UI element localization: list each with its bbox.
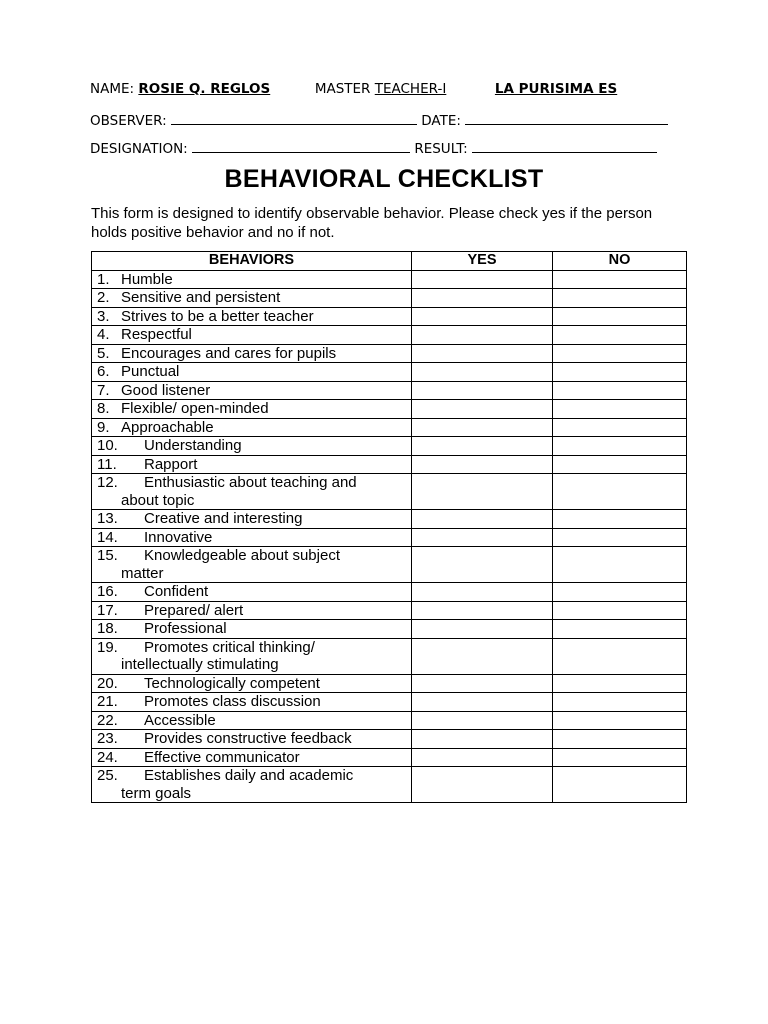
yes-checkbox-cell[interactable] <box>412 437 553 456</box>
no-checkbox-cell[interactable] <box>553 693 687 712</box>
behavior-cell <box>92 363 412 382</box>
behavior-number: 12. <box>97 474 118 491</box>
no-checkbox-cell[interactable] <box>553 289 687 308</box>
behavior-number: 2. <box>97 289 110 306</box>
yes-checkbox-cell[interactable] <box>412 326 553 345</box>
date-field[interactable] <box>465 111 668 125</box>
behavior-text: Respectful <box>121 326 192 343</box>
name-line <box>90 81 617 97</box>
behavior-number: 7. <box>97 381 110 399</box>
behavior-text-continued: term goals <box>121 784 192 802</box>
no-checkbox-cell[interactable] <box>553 583 687 602</box>
no-checkbox-cell[interactable] <box>553 510 687 529</box>
behavior-text: Promotes critical thinking/ <box>144 638 315 656</box>
position-label: MASTER <box>314 81 371 97</box>
behavior-text: Sensitive and persistent <box>121 289 281 306</box>
table-row <box>92 547 687 583</box>
header-behaviors: BEHAVIORS <box>92 252 412 271</box>
behavior-cell <box>92 674 412 693</box>
behavior-number: 14. <box>97 528 118 546</box>
no-checkbox-cell[interactable] <box>553 620 687 639</box>
behavior-cell <box>92 400 412 419</box>
table-row <box>92 363 687 382</box>
header-yes: YES <box>412 252 553 271</box>
behavior-text: Creative and interesting <box>144 510 303 527</box>
yes-checkbox-cell[interactable] <box>412 674 553 693</box>
header-no: NO <box>553 252 687 271</box>
no-checkbox-cell[interactable] <box>553 547 687 583</box>
table-row <box>92 307 687 326</box>
observer-line <box>90 111 668 129</box>
behavior-cell <box>92 711 412 730</box>
behavior-number: 24. <box>97 748 118 766</box>
yes-checkbox-cell[interactable] <box>412 381 553 400</box>
behavior-number: 21. <box>97 693 118 710</box>
behavior-text: Flexible/ open-minded <box>121 400 269 417</box>
no-checkbox-cell[interactable] <box>553 455 687 474</box>
behavior-text: Provides constructive feedback <box>144 730 352 747</box>
observer-label: OBSERVER: <box>90 113 167 129</box>
behavior-cell <box>92 326 412 345</box>
behavior-number: 13. <box>97 510 118 527</box>
no-checkbox-cell[interactable] <box>553 601 687 620</box>
behavior-cell <box>92 730 412 749</box>
behavior-cell <box>92 638 412 674</box>
behavior-number: 19. <box>97 638 118 656</box>
behavior-text: Understanding <box>144 437 242 454</box>
yes-checkbox-cell[interactable] <box>412 270 553 289</box>
behavior-text: Confident <box>144 583 209 600</box>
yes-checkbox-cell[interactable] <box>412 693 553 712</box>
table-row <box>92 528 687 547</box>
behavior-number: 18. <box>97 620 118 637</box>
behavior-text: Approachable <box>121 418 214 436</box>
intro-text: This form is designed to identify observable behavior. Please check yes if the person holds positive behavior and no if not. <box>91 205 653 241</box>
table-row <box>92 326 687 345</box>
yes-checkbox-cell[interactable] <box>412 363 553 382</box>
yes-checkbox-cell[interactable] <box>412 748 553 767</box>
table-row <box>92 400 687 419</box>
behavior-cell <box>92 693 412 712</box>
no-checkbox-cell[interactable] <box>553 326 687 345</box>
behavior-cell <box>92 289 412 308</box>
table-row <box>92 767 687 803</box>
behavior-number: 17. <box>97 601 118 619</box>
behavior-text: Rapport <box>144 455 198 473</box>
behavior-cell <box>92 748 412 767</box>
no-checkbox-cell[interactable] <box>553 363 687 382</box>
behavior-cell <box>92 474 412 510</box>
behavior-text: Establishes daily and academic <box>144 767 354 784</box>
behavior-text: Accessible <box>144 711 216 729</box>
date-label: DATE: <box>421 113 461 129</box>
yes-checkbox-cell[interactable] <box>412 474 553 510</box>
behavior-text: Innovative <box>144 528 213 546</box>
designation-field[interactable] <box>192 139 410 153</box>
no-checkbox-cell[interactable] <box>553 270 687 289</box>
behavior-cell <box>92 547 412 583</box>
behavior-text: Promotes class discussion <box>144 693 321 710</box>
behavior-cell <box>92 528 412 547</box>
behavior-number: 22. <box>97 711 118 729</box>
result-label: RESULT: <box>414 141 468 157</box>
position-value: TEACHER-I <box>374 81 447 97</box>
no-checkbox-cell[interactable] <box>553 528 687 547</box>
behavior-cell <box>92 601 412 620</box>
behavior-text: Strives to be a better teacher <box>121 307 314 325</box>
behavior-table <box>91 251 687 803</box>
table-header-row <box>92 252 687 271</box>
table-row <box>92 638 687 674</box>
table-row <box>92 270 687 289</box>
yes-checkbox-cell[interactable] <box>412 528 553 547</box>
behavior-cell <box>92 437 412 456</box>
yes-checkbox-cell[interactable] <box>412 601 553 620</box>
no-checkbox-cell[interactable] <box>553 437 687 456</box>
behavior-number: 10. <box>97 437 118 454</box>
no-checkbox-cell[interactable] <box>553 400 687 419</box>
no-checkbox-cell[interactable] <box>553 474 687 510</box>
behavior-cell <box>92 344 412 363</box>
no-checkbox-cell[interactable] <box>553 711 687 730</box>
table-row <box>92 344 687 363</box>
behavior-cell <box>92 620 412 639</box>
behavior-cell <box>92 381 412 400</box>
school-name: LA PURISIMA ES <box>494 81 618 97</box>
behavior-cell <box>92 767 412 803</box>
behavior-number: 8. <box>97 400 110 417</box>
table-row <box>92 711 687 730</box>
behavior-cell <box>92 583 412 602</box>
table-row <box>92 474 687 510</box>
behavior-number: 6. <box>97 363 110 380</box>
behavior-number: 1. <box>97 270 110 288</box>
behavior-number: 20. <box>97 674 118 692</box>
yes-checkbox-cell[interactable] <box>412 583 553 602</box>
behavior-number: 15. <box>97 547 118 564</box>
behavior-text: Encourages and cares for pupils <box>121 344 337 362</box>
table-row <box>92 437 687 456</box>
table-row <box>92 730 687 749</box>
behavior-number: 23. <box>97 730 118 747</box>
behavior-cell <box>92 455 412 474</box>
table-row <box>92 748 687 767</box>
table-row <box>92 601 687 620</box>
yes-checkbox-cell[interactable] <box>412 711 553 730</box>
designation-label: DESIGNATION: <box>90 141 188 157</box>
behavior-text: Professional <box>144 620 227 637</box>
yes-checkbox-cell[interactable] <box>412 455 553 474</box>
behavior-text: Punctual <box>121 363 180 380</box>
behavior-text: Enthusiastic about teaching and <box>144 474 357 491</box>
page-title: BEHAVIORAL CHECKLIST <box>224 165 544 193</box>
yes-checkbox-cell[interactable] <box>412 547 553 583</box>
table-row <box>92 674 687 693</box>
table-row <box>92 620 687 639</box>
behavior-text: Technologically competent <box>144 674 320 692</box>
no-checkbox-cell[interactable] <box>553 307 687 326</box>
table-row <box>92 381 687 400</box>
behavior-number: 11. <box>97 455 117 473</box>
yes-checkbox-cell[interactable] <box>412 767 553 803</box>
behavior-text: Knowledgeable about subject <box>144 547 340 564</box>
behavior-text-continued: intellectually stimulating <box>121 656 279 673</box>
yes-checkbox-cell[interactable] <box>412 638 553 674</box>
behavior-number: 3. <box>97 307 110 325</box>
name-label: NAME: <box>90 81 135 97</box>
behavior-text-continued: about topic <box>121 491 195 509</box>
table-row <box>92 418 687 437</box>
behavior-number: 9. <box>97 418 110 436</box>
result-field[interactable] <box>472 139 657 153</box>
no-checkbox-cell[interactable] <box>553 638 687 674</box>
table-row <box>92 583 687 602</box>
yes-checkbox-cell[interactable] <box>412 620 553 639</box>
designation-line <box>90 139 657 157</box>
no-checkbox-cell[interactable] <box>553 674 687 693</box>
behavior-cell <box>92 418 412 437</box>
observer-field[interactable] <box>171 111 417 125</box>
behavior-cell <box>92 270 412 289</box>
yes-checkbox-cell[interactable] <box>412 289 553 308</box>
behavior-number: 4. <box>97 326 110 343</box>
behavior-cell <box>92 307 412 326</box>
no-checkbox-cell[interactable] <box>553 767 687 803</box>
table-row <box>92 510 687 529</box>
behavior-text-continued: matter <box>121 564 164 582</box>
yes-checkbox-cell[interactable] <box>412 344 553 363</box>
name-value: ROSIE Q. REGLOS <box>138 81 271 97</box>
no-checkbox-cell[interactable] <box>553 418 687 437</box>
no-checkbox-cell[interactable] <box>553 730 687 749</box>
behavior-number: 25. <box>97 767 118 784</box>
table-row <box>92 289 687 308</box>
behavior-text: Good listener <box>121 381 211 399</box>
yes-checkbox-cell[interactable] <box>412 730 553 749</box>
behavior-cell <box>92 510 412 529</box>
behavior-number: 5. <box>97 344 110 362</box>
yes-checkbox-cell[interactable] <box>412 307 553 326</box>
behavior-text: Humble <box>121 270 173 288</box>
table-row <box>92 455 687 474</box>
yes-checkbox-cell[interactable] <box>412 418 553 437</box>
table-row <box>92 693 687 712</box>
no-checkbox-cell[interactable] <box>553 381 687 400</box>
no-checkbox-cell[interactable] <box>553 748 687 767</box>
no-checkbox-cell[interactable] <box>553 344 687 363</box>
behavior-number: 16. <box>97 583 118 600</box>
behavior-text: Effective communicator <box>144 748 300 766</box>
yes-checkbox-cell[interactable] <box>412 510 553 529</box>
yes-checkbox-cell[interactable] <box>412 400 553 419</box>
behavior-text: Prepared/ alert <box>144 601 244 619</box>
